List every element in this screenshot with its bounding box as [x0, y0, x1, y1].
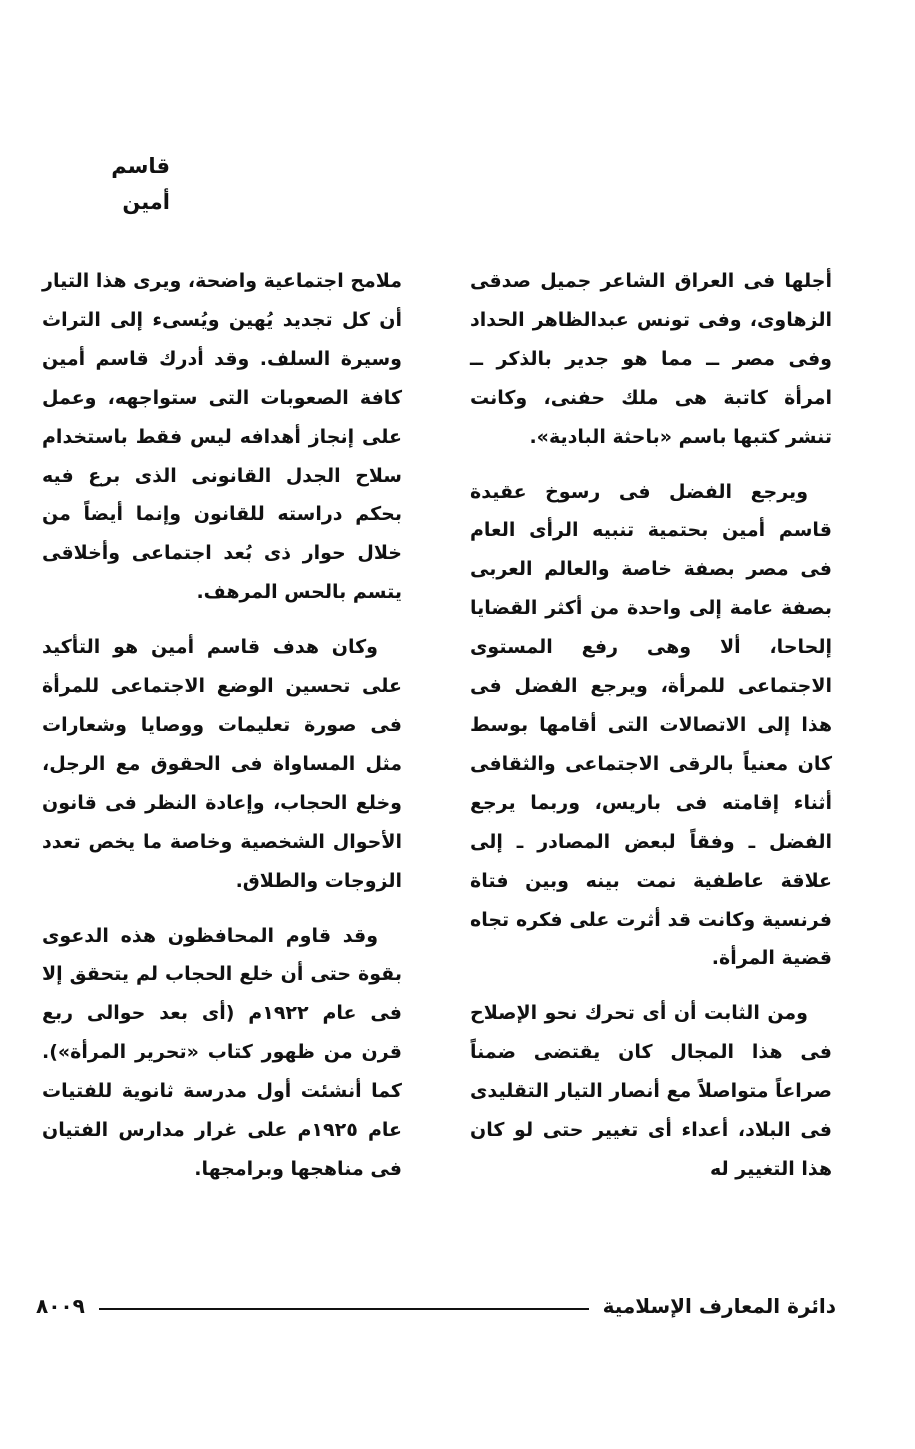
text-column-left	[42, 262, 402, 1205]
paragraph: ويرجع الفضل فى رسوخ عقيدة قاسم أمين بحتمية تنبيه الرأى العام فى مصر بصفة خاصة والعالم العربى بصفة عامة إلى واحدة من أكثر القضايا إلحاحا، ألا وهى رفع المستوى الاجتماعى للمرأة، ويرجع الفضل فى هذا إلى الاتصالات التى أقامها بوسط كان معنياً بالرقى الاجتماعى والثقافى أثناء إقامته فى باريس، وربما يرجع الفضل ـ وفقاً لبعض المصادر ـ إلى علاقة عاطفية نمت بينه وبين فتاة فرنسية وكانت قد أثرت على فكره تجاه قضية المرأة.	[470, 480, 832, 970]
paragraph: ملامح اجتماعية واضحة، ويرى هذا التيار أن كل تجديد يُهين ويُسىء إلى التراث وسيرة السلف. وقد أدرك قاسم أمين كافة الصعوبات التى ستواجهه، وعمل على إنجاز أهدافه ليس فقط باستخدام سلاح الجدل القانونى الذى برع فيه بحكم دراسته للقانون وإنما أيضاً من خلال حوار ذى بُعد اجتماعى وأخلاقى يتسم بالحس المرهف.	[42, 270, 402, 604]
paragraph: ومن الثابت أن أى تحرك نحو الإصلاح فى هذا المجال كان يقتضى ضمناً صراعاً متواصلاً مع أنصار التيار التقليدى فى البلاد، أعداء أى تغيير حتى لو كان هذا التغيير له	[469, 1002, 832, 1180]
footer-publication-title: دائرة المعارف الإسلامية	[602, 1294, 836, 1318]
paragraph: وكان هدف قاسم أمين هو التأكيد على تحسين الوضع الاجتماعى للمرأة فى صورة تعليمات ووصايا وشعارات مثل المساواة فى الحقوق مع الرجل، وخلع الحجاب، وإعادة النظر فى قانون الأحوال الشخصية وخاصة ما يخص تعدد الزوجات والطلاق.	[42, 636, 402, 892]
paragraph: أجلها فى العراق الشاعر جميل صدقى الزهاوى، وفى تونس عبدالظاهر الحداد وفى مصر ــ مما هو جدير بالذكر ــ امرأة كاتبة هى ملك حفنى، وكانت تنشر كتبها باسم «باحثة البادية».	[470, 270, 832, 448]
text-column-right	[470, 262, 832, 1205]
paragraph: وقد قاوم المحافظون هذه الدعوى بقوة حتى أن خلع الحجاب لم يتحقق إلا فى عام ١٩٢٢م (أى بعد حوالى ربع قرن من ظهور كتاب «تحرير المرأة»). كما أنشئت أول مدرسة ثانوية للفتيات عام ١٩٢٥م على غرار مدارس الفتيان فى مناهجها وبرامجها.	[42, 924, 403, 1180]
page-number: ٨٠٠٩	[36, 1294, 85, 1318]
running-head-title: قاسم أمين	[111, 154, 170, 214]
page-footer	[36, 1286, 836, 1326]
footer-divider-line	[99, 1308, 589, 1310]
